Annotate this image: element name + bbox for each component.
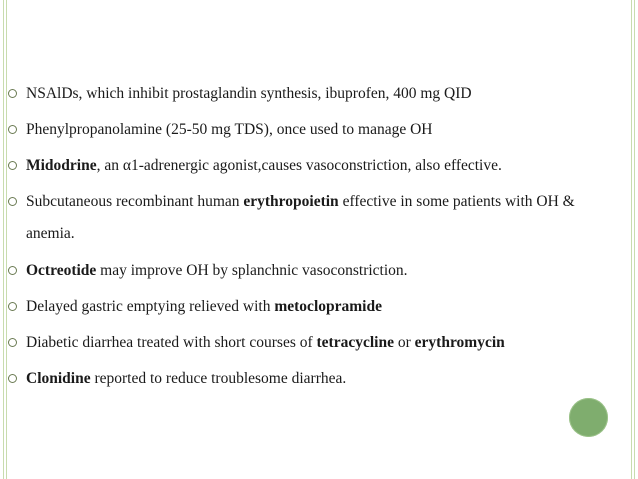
bullet-list: [0, 78, 620, 399]
bold-term: erythropoietin: [243, 193, 339, 210]
bullet-text: , an α1-adrenergic agonist,causes vasoconstriction, also effective.: [96, 157, 502, 174]
decorative-circle: [569, 398, 608, 437]
bold-term: erythromycin: [414, 334, 505, 351]
bold-term: Clonidine: [26, 370, 91, 387]
bullet-item: [0, 255, 620, 286]
bullet-circle-icon: [8, 374, 17, 383]
bullet-circle-icon: [8, 197, 17, 206]
bullet-circle-icon: [8, 125, 17, 134]
bold-term: tetracycline: [316, 334, 394, 351]
bold-term: Octreotide: [26, 262, 97, 279]
bullet-item: [0, 150, 620, 181]
bullet-item: [0, 114, 620, 145]
bullet-text: effective in some patients with OH & anemia.: [26, 193, 575, 242]
bullet-circle-icon: [8, 161, 17, 170]
bullet-item: [0, 291, 620, 322]
bullet-text: may improve OH by splanchnic vasoconstriction.: [96, 262, 408, 279]
bullet-circle-icon: [8, 266, 17, 275]
bullet-circle-icon: [8, 302, 17, 311]
bullet-item: [0, 186, 620, 250]
right-border-line: [634, 0, 635, 479]
bullet-item: [0, 363, 620, 394]
bullet-circle-icon: [8, 338, 17, 347]
bullet-item: [0, 78, 620, 109]
bullet-circle-icon: [8, 89, 17, 98]
bold-term: Midodrine: [26, 157, 97, 174]
bullet-text: Delayed gastric emptying relieved with: [26, 298, 275, 315]
bullet-text: reported to reduce troublesome diarrhea.: [90, 370, 347, 387]
bullet-text: Subcutaneous recombinant human: [26, 193, 244, 210]
bullet-text: or: [393, 334, 415, 351]
bullet-text: Phenylpropanolamine (25-50 mg TDS), once used to manage OH: [26, 121, 433, 138]
bullet-text: NSAlDs, which inhibit prostaglandin synthesis, ibuprofen, 400 mg QID: [26, 85, 472, 102]
bullet-item: [0, 327, 620, 358]
bold-term: metoclopramide: [274, 298, 382, 315]
right-border-line-inner: [631, 0, 632, 479]
bullet-text: Diabetic diarrhea treated with short courses of: [26, 334, 317, 351]
